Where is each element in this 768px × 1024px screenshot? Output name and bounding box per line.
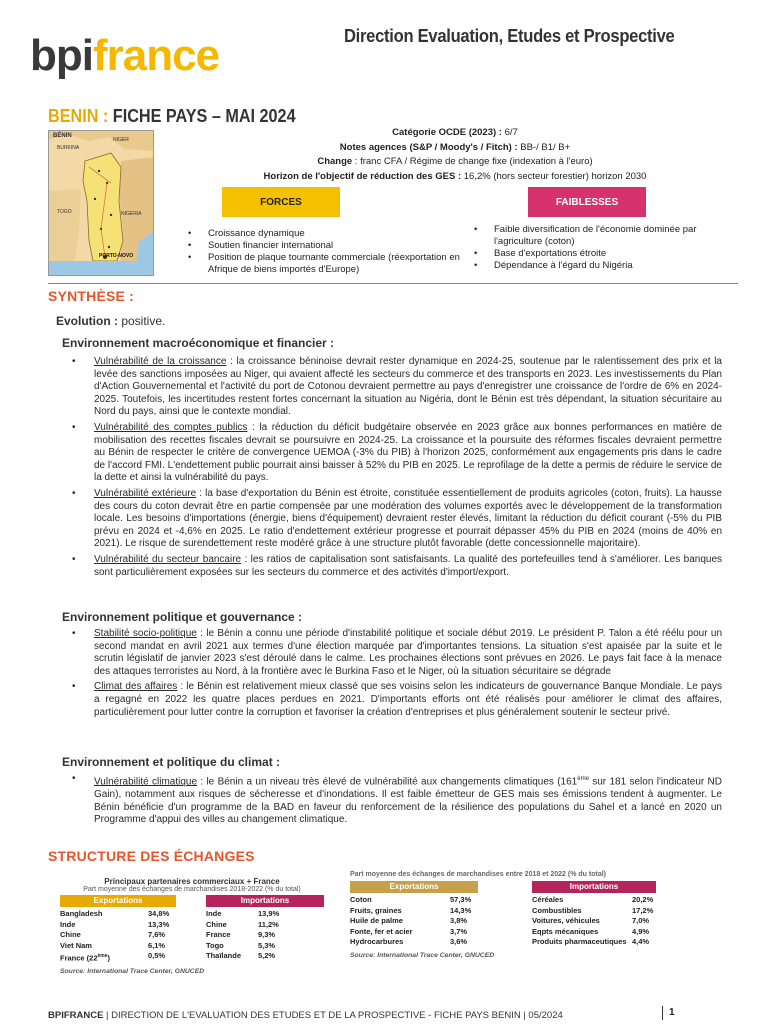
table-row: Bangladesh 34,8% <box>60 909 170 918</box>
partners-table-title: Principaux partenaires commerciaux + France <box>104 877 280 886</box>
list-item: • Dépendance à l'égard du Nigéria <box>472 260 742 272</box>
list-item: • Position de plaque tournante commerciale (réexportation en Afrique de biens importés d'Europe) <box>186 252 476 276</box>
meta-agences: Notes agences (S&P / Moody's / Fitch) : BB-/ B1/ B+ <box>339 141 571 153</box>
partners-exports-column <box>60 909 206 964</box>
meta-ocde: Catégorie OCDE (2023) : 6/7 <box>392 127 518 138</box>
map-label-togo: TOGO <box>57 209 72 215</box>
politique-list <box>70 628 722 722</box>
table-row: Fonte, fer et acier 3,7% <box>350 926 468 936</box>
table-row: Chine 11,2% <box>206 919 279 929</box>
exports-header: Exportations <box>350 881 478 893</box>
doc-title-subtitle: FICHE PAYS – MAI 2024 <box>108 106 296 126</box>
map-label-benin: BÉNIN <box>53 133 72 139</box>
table-row: Combustibles 17,2% <box>532 905 654 915</box>
page-number: 1 <box>662 1006 675 1020</box>
faiblesses-list <box>472 224 742 272</box>
table-row: Produits pharmaceutiques 4,4% <box>532 937 650 947</box>
table-row: Coton 57,3% <box>350 895 472 904</box>
products-table-header <box>350 881 660 893</box>
table-row: Voitures, véhicules 7,0% <box>532 916 650 926</box>
partners-source: Source: International Trace Center, GNUCED <box>60 968 205 976</box>
evolution-line: Evolution : positive. <box>56 314 166 328</box>
products-imports-column <box>532 895 660 948</box>
partners-imports-column <box>206 909 324 964</box>
meta-change: Change : franc CFA / Régime de change fixe (indexation à l'euro) <box>317 156 593 167</box>
forces-list <box>186 228 476 276</box>
section-divider <box>48 283 738 284</box>
list-item: • Croissance dynamique <box>186 228 476 240</box>
table-row: Thaïlande 5,2% <box>206 951 276 961</box>
list-item: • Vulnérabilité des comptes publics : la réduction du déficit budgétaire observée en 2023 grâce aux bonnes performances en matière de mobilisation des recettes fiscales devrait se poursuivre en 2024-25. La croissance et la poursuite des réformes fiscales devraient permettre au Bénin de respecter le critère de convergence UEMOA (-3% du PIB) à l'horizon 2025, conformément aux engagements pris dans le cadre de l'accord FMI. L'endettement public pourrait ainsi baisser à 52% du PIB en 2025. Le reprofilage de la dette a permis de réduire le service de la dette et ainsi la vulnérabilité du pays. <box>70 422 722 485</box>
list-item: • Vulnérabilité du secteur bancaire : les ratios de capitalisation sont satisfaisants. La qualité des portefeuilles tend à s'améliorer. Les banques sont particulièrement exposées sur les secteurs du commerce et des activités d'import/export. <box>70 554 722 579</box>
table-row: Fruits, graines 14,3% <box>350 905 472 915</box>
climat-heading: Environnement et politique du climat : <box>62 755 281 769</box>
bpifrance-logo: bpifrance <box>30 31 220 80</box>
synthese-heading: SYNTHÈSE : <box>48 288 135 304</box>
politique-heading: Environnement politique et gouvernance : <box>62 610 303 624</box>
page-footer: BPIFRANCE | DIRECTION DE L'EVALUATION DES ETUDES ET DE LA PROSPECTIVE - FICHE PAYS BENIN | 05/2024 <box>48 1010 563 1021</box>
table-row: Inde 13,3% <box>60 919 170 929</box>
table-row: Inde 13,9% <box>206 909 280 918</box>
forces-header: FORCES <box>222 187 340 217</box>
map-label-porto-novo: PORTO-NOVO <box>99 253 134 259</box>
climat-list <box>70 773 722 830</box>
map-label-burkina: BURKINA <box>57 145 80 151</box>
list-item: • Base d'exportations étroite <box>472 248 742 260</box>
imports-header: Importations <box>532 881 656 893</box>
country-meta <box>160 126 750 184</box>
table-row: Viet Nam 6,1% <box>60 940 166 950</box>
table-row: Eqpts mécaniques 4,9% <box>532 926 650 936</box>
table-row: France 9,3% <box>206 930 276 940</box>
macro-list <box>70 356 722 582</box>
imports-header: Importations <box>206 895 324 907</box>
list-item: • Vulnérabilité de la croissance : la croissance béninoise devrait rester dynamique en 2024-25, soutenue par le ralentissement des prix et la levée des sanctions imposées au Niger, qui avaient affecté les secteurs du commerce et des transports en 2023. Les investissements du Plan d'Action Gouvernemental et l'activité du port de Cotonou devraient permettre au pays d'enregistrer une croissance de l'ordre de 6% en 2024-2025. Toutefois, les incertitudes restent fortes concernant la situation au Nigéria, dont le Bénin est très dépendant, la situation sécuritaire au Nord du pays, ainsi que le contexte mondial. <box>70 356 722 419</box>
partners-table-subtitle: Part moyenne des échanges de marchandises 2018-2022 (% du total) <box>83 886 301 893</box>
partners-table <box>60 877 324 975</box>
map-label-niger: NIGER <box>113 137 129 143</box>
header-title: Direction Evaluation, Etudes et Prospective <box>344 26 675 46</box>
map-label-nigeria: NIGERIA <box>121 211 142 217</box>
table-row: Hydrocarbures 3,6% <box>350 937 468 947</box>
faiblesses-header: FAIBLESSES <box>528 187 646 217</box>
meta-ges: Horizon de l'objectif de réduction des GES : 16,2% (hors secteur forestier) horizon 2030 <box>263 170 647 182</box>
products-exports-column <box>350 895 532 948</box>
products-table <box>350 871 660 959</box>
table-row: Huile de palme 3,8% <box>350 916 468 926</box>
echanges-heading: STRUCTURE DES ÉCHANGES <box>48 848 255 864</box>
list-item: • Soutien financier international <box>186 240 476 252</box>
benin-map <box>48 130 154 276</box>
products-table-title: Part moyenne des échanges de marchandises entre 2018 et 2022 (% du total) <box>350 871 606 878</box>
macro-heading: Environnement macroéconomique et financier : <box>62 336 335 350</box>
table-row: Togo 5,3% <box>206 940 276 950</box>
partners-table-header <box>60 895 324 907</box>
list-item: • Vulnérabilité climatique : le Bénin a un niveau très élevé de vulnérabilité aux changements climatiques (161ème sur 181 selon l'indicateur ND Gain), notamment aux risques de sécheresse et d'inondations. Il est faible émetteur de GES mais ses émissions tendent à augmenter. Le Bénin bénéficie d'un programme de la BAD en faveur du renforcement de la résilience des populations du Sahel et a lancé en 2020 un Programme d'appui des villes au changement climatique. <box>70 773 722 827</box>
exports-header: Exportations <box>60 895 176 907</box>
products-source: Source: International Trace Center, GNUCED <box>350 951 495 959</box>
table-row: France (22ème) 0,5% <box>60 951 166 963</box>
doc-title <box>48 106 296 127</box>
list-item: • Stabilité socio-politique : le Bénin a connu une période d'instabilité politique et sociale début 2019. Le président P. Talon a été réélu pour un second mandat en avril 2021 aux termes d'une élection marquée par d'importantes tensions. La situation s'est apaisée par la suite et le scrutin législatif de janvier 2023 s'est déroulé dans le calme. Les prochaines élections sont prévues en 2026. Le pays fait face à la menace des attaques terroristes au Nord, à la frontière avec le Burkina Faso et le Niger, où la situation sécuritaire se dégrade <box>70 628 722 678</box>
list-item: • Faible diversification de l'économie dominée par l'agriculture (coton) <box>472 224 742 248</box>
table-row: Chine 7,6% <box>60 930 166 940</box>
doc-title-country: BENIN : <box>48 106 109 126</box>
list-item: • Vulnérabilité extérieure : la base d'exportation du Bénin est étroite, constituée essentiellement de produits agricoles (coton, fruits). La hausse des cours du coton devrait être en partie compensée par une modération des volumes exportés avec le développement de la transformation locale. Les besoins d'importations (énergie, biens d'équipement) devraient rester élevés, limitant la réduction du déficit courant (-5% du PIB prévu en 2024 et -4,6% en 2025. Le ratio d'endettement extérieur progresse et pourrait dépasser 45% du PIB en 2024 (moins de 40% en 2021). Le risque de surendettement reste modéré grâce à une structure plutôt favorable (dette concessionnelle majoritaire). <box>70 488 722 551</box>
table-row: Céréales 20,2% <box>532 895 654 904</box>
list-item: • Climat des affaires : le Bénin est relativement mieux classé que ses voisins selon les indicateurs de gouvernance Banque Mondiale. Le pays a regagné en 2022 les quatre places perdues en 2021. D'importants efforts ont été réalisés pour améliorer le climat des affaires, particulièrement pour lutter contre la corruption et favoriser la création d'entreprises et plus généralement soutenir le secteur privé. <box>70 681 722 719</box>
